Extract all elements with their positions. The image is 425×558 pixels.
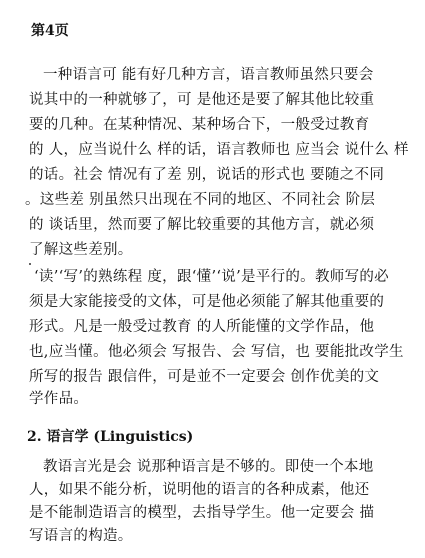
page-number-label: 第4页 <box>31 23 69 39</box>
text-line: 的话。社会 情况有了差 别，说话的形式也 要随之不同 <box>29 167 385 183</box>
text-line: 所写的报告 跟信件，可是並不一定要会 创作优美的文 <box>29 369 380 385</box>
text-line: 了解这些差别。 <box>29 242 133 258</box>
text-line: 形式。凡是一般受过教育 的人所能懂的文学作品，他 <box>29 319 375 335</box>
text-line: 写语言的构造。 <box>29 528 133 544</box>
text-line: 的 人，应当说什么 样的话，语言教师也 应当会 说什么 样 <box>29 142 409 158</box>
text-line: 人，如果不能分析，说明他的语言的各种成素，他还 <box>29 482 370 498</box>
section-heading: 2. 语言学 (Linguistics) <box>27 429 194 445</box>
text-line: ‘读’‘写’的熟练程 度，跟‘懂’‘说’是平行的。教师写的必 <box>34 269 389 285</box>
text-line: 要的几种。在某种情况、某种场合下，一般受过教育 <box>29 117 370 133</box>
text-line: 教语言光是会 说那种语言是不够的。即使一个本地 <box>43 459 374 475</box>
text-line: 说其中的一种就够了，可 是他还是要了解其他比较重 <box>29 92 375 108</box>
text-line: 的 谈话里，然而要了解比较重要的其他方言，就必须 <box>29 217 375 233</box>
text-line: 。这些差 别虽然只出现在不同的地区、不同社会 阶层 <box>25 192 376 208</box>
text-line: 是不能制造语言的模型，去指导学生。他一定要会 描 <box>29 505 375 521</box>
text-line: 也,应当懂。他必须会 写报告、会 写信，也 要能批改学生 <box>29 344 404 360</box>
text-line: 一种语言可 能有好几种方言，语言教师虽然只要会 <box>43 67 374 83</box>
text-line: 学作品。 <box>29 391 89 407</box>
text-line: 须是大家能接受的文体，可是他必须能了解其他重要的 <box>29 294 385 310</box>
print-speck <box>29 263 31 265</box>
